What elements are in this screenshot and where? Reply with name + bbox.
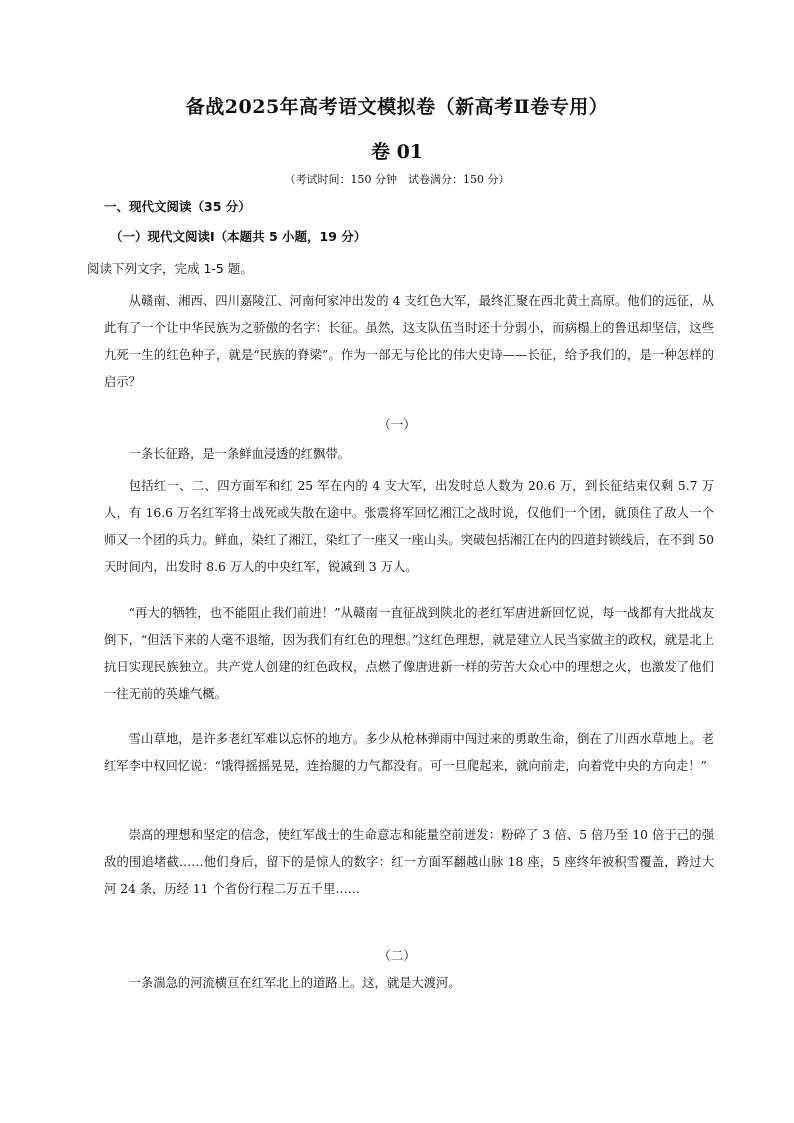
part-heading-2: （二） (378, 948, 416, 963)
passage-paragraph: 包括红一、二、四方面军和红 25 军在内的 4 支大军，出发时总人数为 20.6 万，到长征结束仅剩 5.7 万人，有 16.6 万名红军将士战死或失散在途中。张震将军回忆湘江之战时说，仅他们一个团，就顶住了敌人一个师又一个团的兵力。鲜血，染红了湘江，染红了一座又一座山头。突破包括湘江在内的四道封锁线后，在不到 50 天时间内，出发时 8.6 万人的中央红军，锐减到 3 万人。 (104, 479, 714, 574)
reading-instruction: 阅读下列文字，完成 1-5 题。 (87, 261, 253, 276)
subsection-heading: （一）现代文阅读Ⅰ（本题共 5 小题，19 分） (110, 229, 367, 244)
exam-title: 备战2025年高考语文模拟卷（新高考Ⅱ卷专用） (185, 96, 609, 118)
passage-paragraph: “再大的牺牲，也不能阻止我们前进！”从赣南一直征战到陕北的老红军唐进新回忆说，每一战都有大批战友倒下，“但活下来的人毫不退缩，因为我们有红色的理想。”这红色理想，就是建立人民当家做主的政权，就是北上抗日实现民族独立。共产党人创建的红色政权，点燃了像唐进新一样的劳苦大众心中的理想之火，也激发了他们一往无前的英雄气概。 (104, 606, 714, 701)
exam-info: （考试时间：150 分钟 试卷满分：150 分） (284, 173, 510, 186)
passage-paragraph: 雪山草地，是许多老红军难以忘怀的地方。多少从枪林弹雨中闯过来的勇敢生命，倒在了川西水草地上。老红军李中权回忆说：“饿得摇摇晃晃，连抬腿的力气都没有。可一旦爬起来，就向前走，向着党中央的方向走！” (104, 732, 714, 773)
passage-paragraph: 崇高的理想和坚定的信念，使红军战士的生命意志和能量空前迸发：粉碎了 3 倍、5 倍乃至 10 倍于己的强敌的围追堵截……他们身后，留下的是惊人的数字：红一方面军翻越山脉 18 座，5 座终年被积雪覆盖，跨过大河 24 条，历经 11 个省份行程二万五千里…… (104, 828, 714, 896)
passage-intro: 从赣南、湘西、四川嘉陵江、河南何家冲出发的 4 支红色大军，最终汇聚在西北黄土高原。他们的远征，从此有了一个让中华民族为之骄傲的名字：长征。虽然，这支队伍当时还十分弱小，而病榻上的鲁迅却坚信，这些九死一生的红色种子，就是“民族的脊梁”。作为一部无与伦比的伟大史诗——长征，给予我们的，是一种怎样的启示？ (104, 294, 714, 389)
section-heading: 一、现代文阅读（35 分） (104, 199, 251, 214)
passage-paragraph: 一条长征路，是一条鲜血浸透的红飘带。 (128, 447, 350, 461)
part-heading-1: （一） (378, 417, 416, 432)
passage-paragraph: 一条湍急的河流横亘在红军北上的道路上。这，就是大渡河。 (128, 976, 461, 990)
exam-subtitle: 卷 01 (370, 141, 424, 163)
